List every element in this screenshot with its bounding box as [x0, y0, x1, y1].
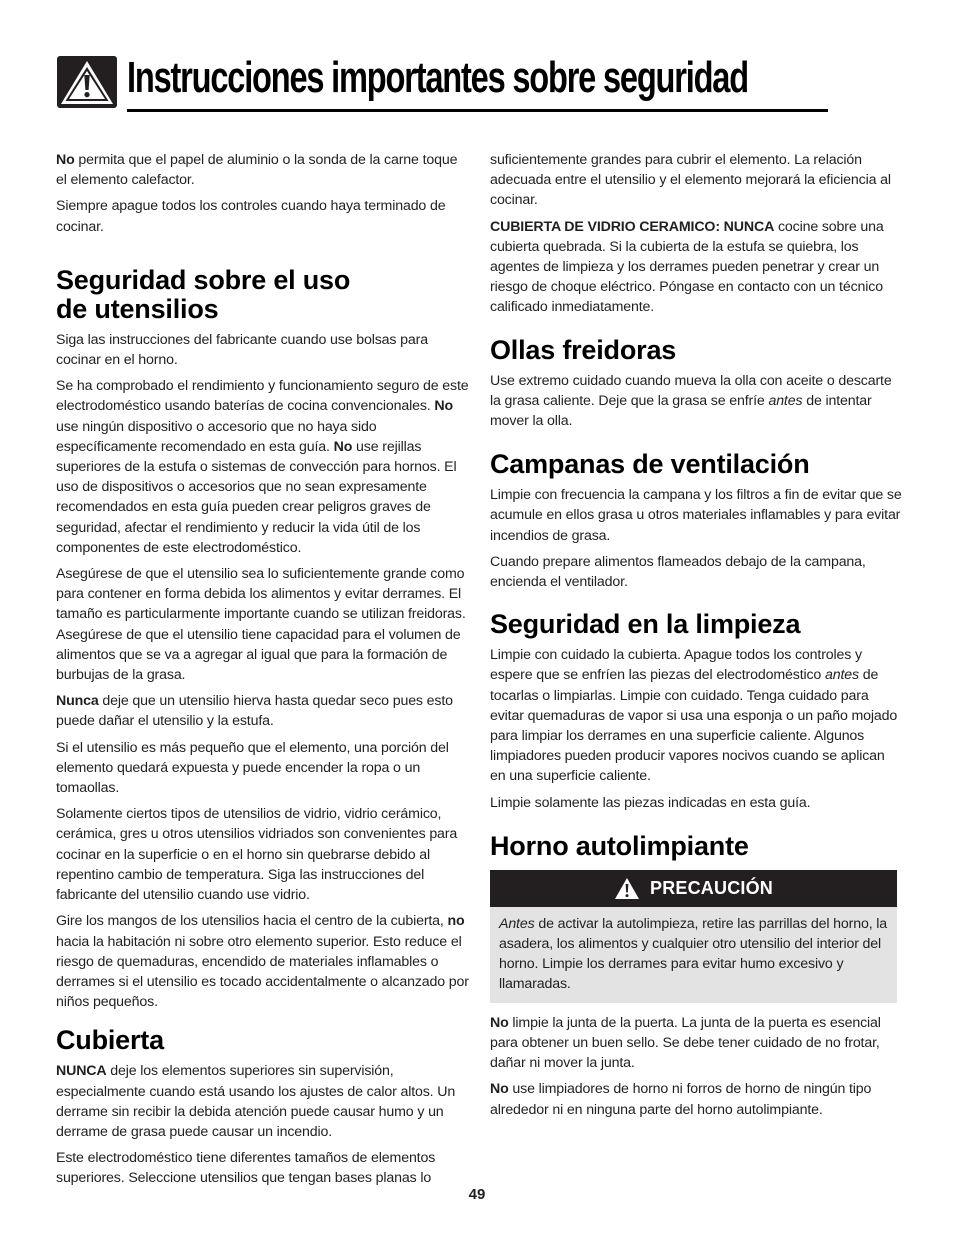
page-title: Instrucciones importantes sobre seguridad	[127, 53, 748, 102]
cubierta-paragraph-2: Este electrodoméstico tiene diferentes tamaños de elementos superiores. Seleccione utensilios que tengan bases planas lo	[56, 1150, 436, 1187]
utensils-paragraph-6: Solamente ciertos tipos de utensilios de vidrio, vidrio cerámico, cerámica, gres u otros utensilios vidriados son convenientes para cocinar en la superficie o en el horno sin quebrarse debido al repentino cambio de temperatura. Siga las instrucciones del fabricante del utensilio cuando use vidrio.	[56, 806, 458, 904]
warning-triangle-icon	[57, 56, 117, 108]
caution-label: PRECAUCIÓN	[649, 877, 773, 898]
caution-header	[490, 870, 897, 907]
utensils-paragraph-7: Gire los mangos de los utensilios hacia el centro de la cubierta, no hacia la habitación ni sobre otro elemento superior. Esto reduce el riesgo de quemaduras, encendido de materiales inflamables o derrames si el utensilio es tocado accidentalmente o alcanzado por niños pequeños.	[56, 913, 469, 1011]
cleaning-paragraph-2: Limpie solamente las piezas indicadas en esta guía.	[490, 794, 811, 811]
page-header	[57, 52, 828, 112]
title-underline	[127, 109, 828, 112]
caution-triangle-icon	[614, 877, 640, 900]
section-heading-cleaning: Seguridad en la limpieza	[490, 609, 801, 640]
left-column	[56, 150, 470, 1195]
hoods-paragraph-1: Limpie con frecuencia la campana y los filtros a fin de evitar que se acumule en ellos grasa u otros materiales inflamables y para evitar incendios de grasa.	[490, 487, 902, 544]
section-heading-fryers: Ollas freidoras	[490, 334, 677, 365]
utensils-paragraph-1: Siga las instrucciones del fabricante cuando use bolsas para cocinar en el horno.	[56, 331, 428, 369]
utensils-paragraph-4: Nunca deje que un utensilio hierva hasta quedar seco pues esto puede dañar el utensilio y la estufa.	[56, 693, 453, 730]
caution-text: Antes de activar la autolimpieza, retire las parrillas del horno, la asadera, los alimentos y cualquier otro utensilio del interior del horno. Limpie los derrames para evitar humo excesivo y llamaradas.	[499, 915, 888, 993]
utensils-paragraph-2: Se ha comprobado el rendimiento y funcionamiento seguro de este electrodoméstico usando baterías de cocina convencionales. No use ningún dispositivo o accesorio que no haya sido específicamente recomendado en esta guía. No use rejillas superiores de la estufa o sistemas de convección para hornos. El uso de dispositivos o accesorios que no sean expresamente recomendados en esta guía pueden crear peligros graves de seguridad, afectar el rendimiento y reducir la vida útil de los componentes de este electrodoméstico.	[56, 378, 469, 556]
hoods-paragraph-2: Cuando prepare alimentos flameados debajo de la campana, encienda el ventilador.	[490, 553, 866, 591]
right-column	[490, 150, 902, 1126]
utensils-paragraph-5: Si el utensilio es más pequeño que el elemento, una porción del elemento quedará expuesta y puede encender la ropa o un tomaollas.	[56, 739, 449, 797]
fryers-paragraph: Use extremo cuidado cuando mueva la olla con aceite o descarte la grasa caliente. Deje que la grasa se enfríe antes de intentar mover la olla.	[490, 372, 892, 430]
cleaning-paragraph-1: Limpie con cuidado la cubierta. Apague todos los controles y espere que se enfríen las piezas del electrodoméstico antes de tocarlas o limpiarlas. Limpie con cuidado. Tenga cuidado para evitar quemaduras de vapor si usa una esponja o un paño mojado para limpiar los derrames en una superficie caliente. Algunos limpiadores pueden producir vapores nocivos cuando se aplican en una superficie caliente.	[490, 647, 898, 785]
ceramic-glass-warning: CUBIERTA DE VIDRIO CERAMICO: NUNCA cocine sobre una cubierta quebrada. Si la cubierta de la estufa se quiebra, los agentes de limpieza y los derrames pueden penetrar y crear un riesgo de choque eléctrico. Póngase en contacto con un técnico calificado inmediatamente.	[490, 218, 884, 316]
section-heading-hoods: Campanas de ventilación	[490, 449, 810, 480]
page-number: 49	[468, 1186, 486, 1203]
caution-box	[490, 870, 897, 1003]
turn-off-controls-note: Siempre apague todos los controles cuando haya terminado de cocinar.	[56, 198, 446, 235]
utensils-paragraph-3: Asegúrese de que el utensilio sea lo suficientemente grande como para contener en forma debida los alimentos y evitar derrames. El tamaño es particularmente importante cuando se utilizan freidoras. Asegúrese de que el utensilio tiene capacidad para el volumen de alimentos que se va a agregar al igual que para la formación de burbujas de la grasa.	[56, 566, 466, 684]
cubierta-continuation: suficientemente grandes para cubrir el elemento. La relación adecuada entre el utensilio y el elemento mejorará la eficiencia al cocinar.	[490, 152, 891, 209]
section-heading-self-clean: Horno autolimpiante	[490, 830, 749, 861]
caution-body	[490, 907, 897, 1003]
section-heading-cubierta: Cubierta	[56, 1025, 164, 1056]
cubierta-paragraph-1: NUNCA deje los elementos superiores sin supervisión, especialmente cuando está usando los ajustes de calor altos. Un derrame sin recibir la debida atención puede causar humo y un derrame de grasa puede causar un incendio.	[56, 1063, 456, 1140]
section-heading-utensils: Seguridad sobre el uso de utensilios	[56, 264, 351, 324]
self-clean-paragraph-2: No use limpiadores de horno ni forros de horno de ningún tipo alrededor ni en ninguna parte del horno autolimpiante.	[490, 1081, 872, 1118]
self-clean-paragraph-1: No limpie la junta de la puerta. La junta de la puerta es esencial para obtener un buen sello. Se debe tener cuidado de no frotar, dañar ni mover la junta.	[490, 1014, 881, 1072]
aluminum-foil-warning: No permita que el papel de aluminio o la sonda de la carne toque el elemento calefactor.	[56, 152, 458, 189]
